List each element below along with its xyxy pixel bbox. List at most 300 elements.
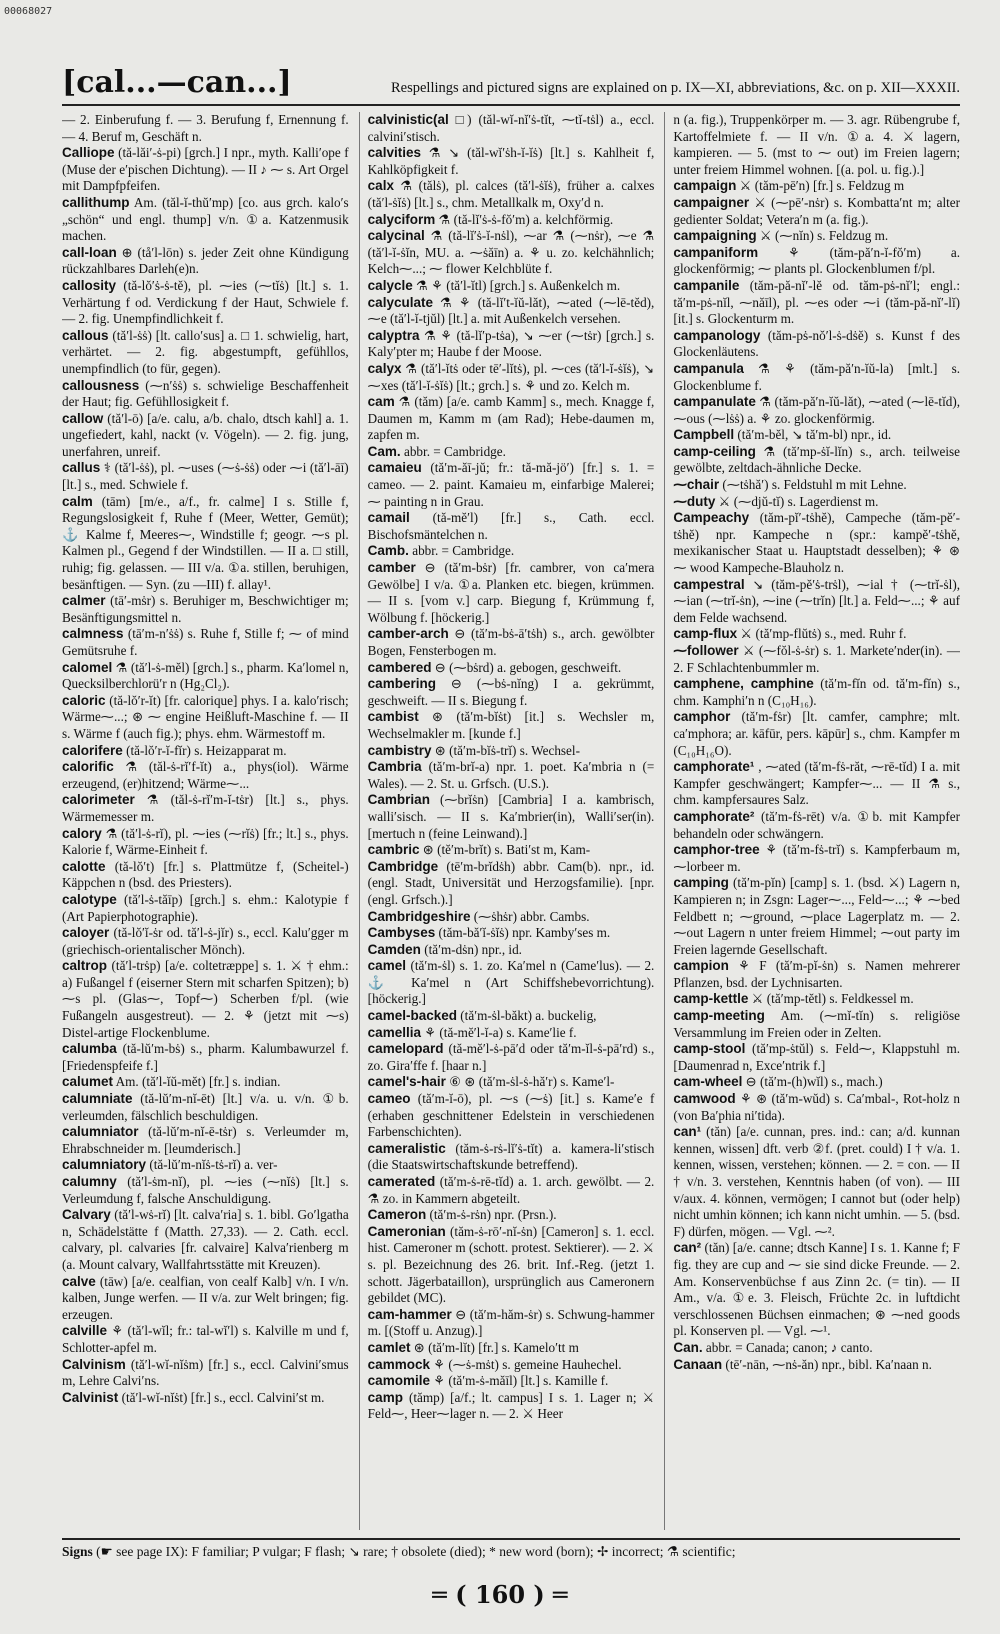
entry-headword: calory <box>62 825 102 841</box>
entry-headword: campaign <box>673 178 737 194</box>
dictionary-entry <box>673 709 960 759</box>
dictionary-entry <box>368 444 655 461</box>
entry-definition: (⁓tṡhă′) s. Feldstuhl m mit Lehne. <box>722 477 907 493</box>
entry-headword: calomel <box>62 659 113 675</box>
entry-definition: (tăn) [a/e. canne; dtsch Kanne] I s. 1. Kanne f; F fig. they are cup and ⁓ sie sind dicke Freunde. — 2. Am. Konservenbüchse f aus Zinn 2c. (= tin). — II Am., v/a. ①e. 3. Fleisch, Früchte 2c. in luftdicht verschlossenen Büchsen einmachen; ⊛ ⁓ned goods pl. Konserven pl. — Vgl. ⁓¹. <box>673 1240 960 1339</box>
entry-definition: (tă-lŏ′r-ĭt) [fr. calorique] phys. I a. kalo′risch; Wärme⁓...; ⊛ ⁓ engine Heißluft-Maschine f. — II s. Wärme f (auch fig.); phys. ehm. Wärmestoff m. <box>62 692 349 741</box>
entry-definition: (tă-lŭ′m-bṡ) s., pharm. Kalumbawurzel f. [Friedenspfeife f.] <box>62 1041 349 1073</box>
entry-headword: camphene, camphine <box>673 676 814 692</box>
entry-definition: ⚘ (tă′l-wĭl; fr.: tal-wĭ′l) s. Kalville m und f, Schlotter-apfel m. <box>62 1323 349 1355</box>
entry-definition: ⚗ (tăm-pă′n-ĭŭ-lăt), ⁓ated (⁓lē-tĭd), ⁓ous (⁓lṡṡ) a. ⚘ zo. glockenförmig. <box>673 394 960 426</box>
entry-headword: ⁓follower <box>673 643 739 658</box>
entry-headword: Cam. <box>367 443 401 459</box>
dictionary-entry <box>62 1174 349 1207</box>
entry-definition: ⚘ (tă′m-ṡ-măīl) [lt.] s. Kamille f. <box>433 1373 609 1389</box>
entry-headword: Cambrian <box>367 792 430 808</box>
dictionary-entry <box>62 925 349 958</box>
entry-definition: Am. (tăl-ĭ-thŭ′mp) [co. aus grch. kalo′s „schön“ und engl. thump] v/n. ①a. Katzenmusik machen. <box>62 194 349 244</box>
entry-headword: calve <box>62 1273 96 1289</box>
entry-headword: Cambria <box>367 759 422 775</box>
guide-words: [cal...—can...] <box>62 65 292 100</box>
entry-headword: calx <box>367 178 394 194</box>
entry-definition: Am. (⁓mĭ-tĭn) s. religiöse Versammlung im Freien oder in Zelten. <box>673 1008 960 1040</box>
entry-definition: (tă′m-ṡ-rē-tĭd) a. 1. arch. gewölbt. — 2. ⚗ zo. in Kammern abgeteilt. <box>367 1174 655 1206</box>
entry-headword: campanile <box>673 277 740 293</box>
entry-headword: Cambyses <box>367 925 436 941</box>
entry-headword: calville <box>62 1323 108 1339</box>
dictionary-entry <box>673 494 960 511</box>
entry-definition: (tă-lŭ′m-nĭ-ē-tṡr) s. Verleumder m, Ehrabschneider m. [leumderisch.] <box>62 1124 349 1156</box>
dictionary-entry <box>368 709 655 742</box>
entry-definition: (tă′m-pĭn) [camp] s. 1. (bsd. ⚔) Lagern n, Kampieren n; in Zsgn: Lager⁓..., Feld⁓...; ⚘ ⁓bed Feldbett n; ⁓ground, ⁓place Lagerplatz m. — 2. ⁓out Lagern n unter freiem Himmel; ⁓out party im Freien lagernde Gesellschaft. <box>673 875 960 957</box>
entry-definition: (tā′m-n′ṡṡ) s. Ruhe f, Stille f; ⁓ of mind Gemütsruhe f. <box>62 626 349 658</box>
entry-headword: Cambridge <box>367 858 439 874</box>
dictionary-entry <box>368 295 655 328</box>
dictionary-entry <box>673 676 960 709</box>
entry-headword: Canaan <box>673 1356 723 1372</box>
dictionary-entry <box>673 178 960 195</box>
entry-definition: (tă′m-bĕl, ↘ tă′m-bl) npr., id. <box>737 427 892 443</box>
dictionary-entry <box>62 892 349 925</box>
entry-headword: camel-backed <box>367 1008 457 1024</box>
dictionary-entry <box>368 1025 655 1042</box>
entry-headword: cam <box>367 394 395 410</box>
entry-headword: campanula <box>673 360 744 376</box>
entry-definition: ⊖ (tă′m-(h)wĭl) s., mach.) <box>745 1074 883 1090</box>
dictionary-entry <box>673 245 960 278</box>
entry-definition: (tāw) [a/e. cealfian, von cealf Kalb] v/n. I v/n. kalben, Junge werfen. — II v/a. zur Welt bringen; fig. erzeugen. <box>62 1273 349 1322</box>
entry-definition: ⚗ (tă′l-ṡ-mĕl) [grch.] s., pharm. Ka′lomel n, Quecksilberchlorü′r n (Hg₂Cl₂). <box>62 659 349 692</box>
entry-headword: camp-flux <box>673 626 738 642</box>
entry-headword: camber-arch <box>367 626 449 642</box>
entry-definition: ⚗ ⚘ (tă-lĭ′p-tṡa), ↘ ⁓er (⁓tṡr) [grch.] s. Kaly′pter m; Haube f der Moose. <box>367 327 655 360</box>
column-3 <box>664 112 960 1530</box>
dictionary-entry <box>368 859 655 909</box>
entry-headword: cam-wheel <box>673 1074 743 1090</box>
entry-definition: ⚔ (⁓fŏl-ṡ-ṡr) s. 1. Markete′nder(in). — 2. F Schlachtenbummler m. <box>673 643 960 675</box>
dictionary-entry <box>673 278 960 328</box>
entry-headword: callous <box>62 327 109 343</box>
entry-headword: calycinal <box>367 228 425 244</box>
entry-headword: camphor-tree <box>673 842 760 858</box>
entry-definition: ⚗ ⚘ (tă-lĭ′t-ĭŭ-lăt), ⁓ated (⁓lē-tĕd), ⁓e (tă′l-ĭ-tjŭl) [lt.] a. mit Außenkelch versehen. <box>367 294 655 327</box>
dictionary-entry <box>673 394 960 427</box>
entry-headword: Campbell <box>673 427 735 443</box>
entry-definition: (tē′-nān, ⁓nṡ-ăn) npr., bibl. Ka′naan n. <box>725 1356 932 1372</box>
entry-headword: campanulate <box>673 394 756 410</box>
entry-definition: (tām) [m/e., a/f., fr. calme] I s. Stille f, Regungslosigkeit f, Ruhe f (Meer, Wetter, Gemüt); ⚓ Kalme f, Meeres⁓, Windstille f; geogr. ⁓s pl. Kalmen pl., Gegend f der Windstillen. — II a. □ still, ruhig; fig. gelassen. — III v/a. ①a. stillen, beruhigen, besänftigen. — Syn. (zu —III) f. allay¹. <box>62 493 349 592</box>
entry-headword: camphor <box>673 709 731 725</box>
entry-definition: ⚗ (tă′mp-ṡĭ-lĭn) s., arch. teilweise gewölbte, zeltdach-ähnliche Decke. <box>673 443 960 476</box>
dictionary-entry <box>368 942 655 959</box>
dictionary-entry <box>368 228 655 278</box>
entry-definition: (⁓ṡhṡr) abbr. Cambs. <box>473 908 590 924</box>
entry-definition: (tămp) [a/f.; lt. campus] I s. 1. Lager n; ⚔ Feld⁓, Heer⁓lager n. — 2. ⚔ Heer <box>367 1389 655 1422</box>
entry-headword: camaieu <box>367 460 422 476</box>
dictionary-entry <box>368 759 655 792</box>
dictionary-entry <box>368 1340 655 1357</box>
entry-definition: — 2. Einberufung f. — 3. Berufung f, Ernennung f. — 4. Beruf m, Geschäft n. <box>62 112 349 144</box>
entry-headword: calmness <box>62 626 124 642</box>
entry-definition: ⚗ ⚘ (tăm-pă′n-ĭŭ-la) [mlt.] s. Glockenblume f. <box>673 360 960 393</box>
entry-headword: campaigner <box>673 194 750 210</box>
entry-headword: calm <box>62 493 93 509</box>
dictionary-entry <box>673 427 960 444</box>
entry-headword: calmer <box>62 593 106 609</box>
entry-definition: ⊖ (tă′m-hăm-ṡr) s. Schwung-hammer m. [(Stoff u. Anzug).] <box>367 1306 655 1339</box>
dictionary-entry <box>673 991 960 1008</box>
dictionary-entry <box>673 626 960 643</box>
dictionary-entry <box>368 112 655 145</box>
entry-definition: Am. (tă′l-ĭŭ-mĕt) [fr.] s. indian. <box>115 1074 281 1090</box>
entry-definition: ⑥ ⊛ (tă′m-ṡl-ṡ-hă′r) s. Kame′l- <box>449 1074 615 1090</box>
entry-definition: ⚘ (tă-mĕ′l-ĭ-a) s. Kame′lie f. <box>424 1024 577 1040</box>
entry-definition: ⚘ (⁓ṡ-mṡt) s. gemeine Hauhechel. <box>433 1356 622 1372</box>
entry-definition: ⚗ (tălṡ), pl. calces (tă′l-ṡĭṡ), früher a. calxes (tă′l-ṡĭṡ) [lt.] s., chm. Metallkalk m, Oxy′d n. <box>367 178 655 210</box>
entry-definition: ⚗ (tăl-ṡ-rĭ′m-ĭ-tṡr) [lt.] s., phys. Wärmemesser m. <box>62 792 349 824</box>
entry-definition: ⚗ (tă′l-ṡ-rĭ), pl. ⁓ies (⁓rĭṡ) [fr.; lt.] s., phys. Kalorie f, Wärme-Einheit f. <box>62 825 349 858</box>
dictionary-entry <box>368 1373 655 1390</box>
entry-definition: (tă-lŏ′ĭ-ṡr od. tă′l-ṡ-jĭr) s., eccl. Kalu′gger m (griechisch-orientalischer Mönch). <box>62 925 349 957</box>
dictionary-entry <box>368 145 655 178</box>
dictionary-entry <box>368 1307 655 1340</box>
entry-definition: ⊛ (tă′m-bĭṡt) [it.] s. Wechsler m, Wechselmakler m. [kunde f.] <box>367 709 655 741</box>
dictionary-entry <box>62 1041 349 1074</box>
dictionary-entry <box>62 278 349 328</box>
entry-definition: ↘ (tăm-pĕ′ṡ-trṡl), ⁓ial † (⁓trĭ-ṡl), ⁓ian (⁓trĭ-ṡn), ⁓ine (⁓trĭn) [lt.] a. Feld⁓...; ⚘ auf dem Felde wachsend. <box>673 576 960 625</box>
dictionary-entry <box>673 1008 960 1041</box>
entry-headword: callousness <box>62 377 140 393</box>
entry-definition: ⊛ (tĕ′m-brĭt) s. Bati′st m, Kam- <box>422 842 591 858</box>
page-number: ═ ( 160 ) ═ <box>432 1580 568 1609</box>
entry-headword: camail <box>367 510 410 526</box>
entry-headword: calorimeter <box>62 792 135 808</box>
dictionary-entry <box>673 1074 960 1091</box>
entry-headword: callus <box>62 460 101 476</box>
entry-headword: camlet <box>367 1339 411 1355</box>
dictionary-entry <box>62 1274 349 1324</box>
entry-definition: (tă-lŏ′t) [fr.] s. Plattmütze f, (Scheitel-) Käppchen n (bsd. des Priesters). <box>62 858 349 891</box>
entry-headword: Cameron <box>367 1207 427 1223</box>
dictionary-entry <box>368 958 655 1008</box>
dictionary-entry <box>62 195 349 245</box>
dictionary-entry <box>368 1091 655 1141</box>
entry-headword: campion <box>673 958 729 974</box>
entry-headword: Calvary <box>62 1207 111 1223</box>
entry-definition: ⊕ (tå′l-lōn) s. jeder Zeit ohne Kündigung rückzahlbares Darleh(e)n. <box>62 244 349 277</box>
entry-definition: ⊛ (tă′m-lĭt) [fr.] s. Kamelo′tt m <box>413 1339 579 1355</box>
entry-headword: calorifere <box>62 742 123 758</box>
entry-headword: cambering <box>367 676 436 692</box>
entry-definition: abbr. = Cambridge. <box>403 443 506 459</box>
entry-definition: ⚕ (tă′l-ṡṡ), pl. ⁓uses (⁓ṡ-ṡṡ) oder ⁓i (tă′l-āī) [lt.] s., med. Schwiele f. <box>62 460 349 493</box>
entry-definition: (tă′m-fṡr) [lt. camfer, camphre; mlt. ca′mphora; ar. kāfūr, pers. kāpūr] s., chm. Kampfer m (C₁₀H₁₆O). <box>673 709 960 758</box>
entry-definition: □) (tăl-wĭ-nĭ′ṡ-tĭt, ⁓tĭ-tṡl) a., eccl. calvini′stisch. <box>367 112 655 144</box>
entry-headword: calyculate <box>367 294 433 310</box>
entry-headword: can² <box>673 1240 702 1256</box>
dictionary-entry <box>673 228 960 245</box>
entry-headword: calorific <box>62 759 114 775</box>
entry-headword: camelopard <box>367 1041 444 1057</box>
dictionary-entry <box>62 1390 349 1407</box>
entry-headword: cambist <box>367 709 419 725</box>
entry-headword: Calvinist <box>62 1389 119 1405</box>
dictionary-entry <box>368 1008 655 1025</box>
dictionary-entry <box>673 1124 960 1240</box>
entry-headword: ⁓chair <box>673 477 720 493</box>
entry-headword: calotype <box>62 891 117 907</box>
entry-definition: (tă′l-wĭ-nĭṡt) [fr.] s., eccl. Calvini′st m. <box>121 1389 325 1405</box>
entry-headword: Cambridgeshire <box>367 908 471 924</box>
entry-headword: Camden <box>367 941 421 957</box>
dictionary-entry <box>368 543 655 560</box>
entry-definition: ⚘ F (tă′m-pĭ-ṡn) s. Namen mehrerer Pflanzen, bsd. der Lychnisarten. <box>673 958 960 990</box>
entry-headword: camber <box>367 560 416 576</box>
entry-definition: (tă′m-ăī-jŭ; fr.: tă-mă-jö′) [fr.] s. 1. = cameo. — 2. paint. Kamaieu m, einfarbige Malerei; ⁓ painting n in Grau. <box>367 460 655 509</box>
dictionary-entry <box>62 145 349 195</box>
dictionary-entry <box>673 759 960 809</box>
entry-definition: ⚗ ↘ (tăl-wĭ′ṡh-ĭ-ĭṡ) [lt.] s. Kahlheit f, Kahlköpfigkeit f. <box>367 145 655 177</box>
dictionary-entry <box>368 909 655 926</box>
entry-headword: camomile <box>367 1373 430 1389</box>
dictionary-entry <box>368 1074 655 1091</box>
dictionary-entry <box>368 626 655 659</box>
entry-definition: (tă-lŭ′m-nĭ-ēt) [lt.] v/a. u. v/n. ①b. verleumden, fälschlich beschuldigen. <box>62 1091 349 1123</box>
entry-headword: camp-kettle <box>673 991 749 1007</box>
entry-definition: (tă′m-ĭ-ō), pl. ⁓s (⁓ṡ) [it.] s. Kame′e f (erhaben geschnittener Edelstein in verschiedenen Farbenschichten). <box>367 1091 655 1140</box>
dictionary-entry <box>62 494 349 594</box>
dictionary-entry <box>673 1240 960 1340</box>
dictionary-entry <box>368 212 655 229</box>
dictionary-entry <box>673 1041 960 1074</box>
signs-text: (☛ see page IX): F familiar; P vulgar; F flash; ↘ rare; † obsolete (died); * new word (born); ✢ incorrect; ⚗ scientific; <box>96 1544 736 1559</box>
dictionary-entry <box>673 809 960 842</box>
entry-headword: callosity <box>62 277 117 293</box>
entry-definition: (tă′m-ṡl) s. 1. zo. Ka′mel n (Came′lus). — 2. ⚓ Ka′mel n (Art Schiffshebevorrichtung). [höckerig.] <box>367 958 655 1007</box>
dictionary-entry <box>368 328 655 361</box>
entry-headword: Can. <box>673 1339 703 1355</box>
dictionary-entry <box>673 1340 960 1357</box>
column-2 <box>359 112 655 1530</box>
dictionary-entry <box>368 1390 655 1423</box>
entry-definition: (tă′m-brĭ-a) npr. 1. poet. Ka′mbria n (= Wales). — 2. St. u. Grfsch. (U.S.). <box>367 759 655 791</box>
dictionary-entry <box>62 826 349 859</box>
entry-definition: (⁓brĭṡn) [Cambria] I a. kambrisch, walli′sisch. — II s. Ka′mbrier(in), Walli′ser(in). [mertuch n (feine Leinwand).] <box>367 792 655 841</box>
entry-definition: ⚗ (tă-lĭ′ṡ-ĭ-nṡl), ⁓ar ⚗ (⁓nṡr), ⁓e ⚗ (tă′l-ĭ-ṡĭn, MU. a. ⁓ṡăīn) a. ⚘ u. zo. kelchähnlich; Kelch⁓...; ⁓ flower Kelchblüte f. <box>367 228 655 277</box>
entry-definition: ⚔ (tă′mp-tĕtl) s. Feldkessel m. <box>751 991 914 1007</box>
entry-headword: cameralistic <box>367 1140 446 1156</box>
entry-headword: camellia <box>367 1024 421 1040</box>
entry-definition: (tă′l-ṡṡ) [lt. callo′sus] a. □ 1. schwielig, hart, verhärtet. — 2. fig. abgestumpft, gefühllos, unempfindlich (to für, gegen). <box>62 327 349 376</box>
dictionary-entry <box>62 693 349 743</box>
entry-definition: ⊛ (tă′m-bĭṡ-trĭ) s. Wechsel- <box>434 742 580 758</box>
entry-headword: caloric <box>62 692 106 708</box>
entry-definition: n (a. fig.), Truppenkörper m. — 3. agr. Rübengrube f, Kartoffelmiete f. — II v/n. ①a. 4. ⚔ lagern, kampieren. — 5. (mst to ⁓ out) im Freien lagern; unter freiem Himmel wohnen. [(a. pol. u. fig.).] <box>673 112 960 177</box>
entry-definition: (tă′m-fĭn od. tă′m-fĭn) s., chm. Kamphi′n n (C₁₀H₁₆). <box>673 676 960 708</box>
entry-headword: camp-ceiling <box>673 443 756 459</box>
entry-definition: ⚔ (⁓nĭn) s. Feldzug m. <box>759 228 889 244</box>
entry-headword: Campeachy <box>673 510 750 526</box>
entry-headword: camwood <box>673 1091 736 1107</box>
entry-definition: ⚗ (tă-lĭ′ṡ-ṡ-fŏ′m) a. kelchförmig. <box>438 211 614 227</box>
header-note: Respellings and pictured signs are explained on p. IX—XI, abbreviations, &c. on p. XII—XXXII. <box>391 80 960 96</box>
dictionary-entry <box>673 477 960 494</box>
entry-definition: (tăm-pṡ-nŏ′l-ṡ-dṡĕ) s. Kunst f des Glockenläutens. <box>673 327 960 360</box>
dictionary-entry <box>368 394 655 444</box>
dictionary-entry <box>62 245 349 278</box>
dictionary-entry <box>368 1207 655 1224</box>
dictionary-entry <box>673 112 960 178</box>
entry-headword: campaniform <box>673 244 759 260</box>
entry-definition: (tăm-bă′ĭ-ṡĭṡ) npr. Kamby′ses m. <box>438 925 611 941</box>
entry-headword: Calvinism <box>62 1356 126 1372</box>
entry-definition: (⁓n′ṡṡ) s. schwielige Beschaffenheit der Haut; fig. Gefühllosigkeit f. <box>62 377 349 410</box>
entry-headword: camphorate² <box>673 808 755 824</box>
page-id: 00068027 <box>4 6 53 17</box>
entry-headword: callow <box>62 410 104 426</box>
entry-headword: calyx <box>367 360 402 376</box>
dictionary-entry <box>368 1041 655 1074</box>
entry-definition: ⊖ (⁓bṡ-nĭng) I a. gekrümmt, geschweift. — II s. Biegung f. <box>367 676 655 708</box>
dictionary-entry <box>62 792 349 825</box>
entry-definition: ⊖ (⁓bṡrd) a. gebogen, geschweift. <box>434 659 622 675</box>
entry-columns <box>62 112 960 1530</box>
dictionary-entry <box>368 178 655 211</box>
entry-definition: (tă-lŏ′ṡ-ṡ-tĕ), pl. ⁓ies (⁓tĭṡ) [lt.] s. 1. Verhärtung f od. Verdickung f der Haut, Schwiele f. — 2. fig. Unempfindlichkeit f. <box>62 277 349 327</box>
entry-headword: calyptra <box>367 327 420 343</box>
dictionary-entry <box>62 112 349 145</box>
entry-headword: calumniate <box>62 1091 133 1107</box>
entry-definition: (tă-mĕ′l) [fr.] s., Cath. eccl. Bischofsmäntelchen n. <box>367 510 655 542</box>
entry-definition: (tă-lŭ′m-nĭṡ-tṡ-rĭ) a. ver- <box>149 1157 278 1173</box>
entry-definition: (tă-mĕ′l-ṡ-pā′d oder tă′m-ĭl-ṡ-pā′rd) s., zo. Gira′ffe f. [haar n.] <box>367 1041 655 1073</box>
dictionary-entry <box>62 1357 349 1390</box>
entry-definition: (tă-lăi′-ṡ-pi) [grch.] I npr., myth. Kalli′ope f (Muse der e′pischen Dichtung). — II ♪ ⁓ s. Art Orgel mit Dampfpfeifen. <box>62 145 349 194</box>
dictionary-entry <box>62 1323 349 1356</box>
entry-definition: (tăm-pă-nĭ′-lĕ od. tăm-pṡ-nĭ′l; engl.: tă′m-pṡ-nĭl, ⁓năīl), pl. ⁓es oder ⁓i (tăm-pă-nĭ′-lĭ) [it.] s. Glockenturm m. <box>673 277 960 327</box>
entry-headword: camerated <box>367 1174 436 1189</box>
entry-definition: ⊖ (tă′m-bṡr) [fr. cambrer, von ca′mera Gewölbe] I v/a. ①a. Planken etc. biegen, krümmen. — II s. [vom v.] carp. Biegung f, Krümmung f, Wölbung f. [höckerig.] <box>367 560 655 625</box>
entry-definition: (tăn) [a/e. cunnan, pres. ind.: can; a/d. kunnan kennen, wissen] dft. verb ②f. (pret. could) I † v/a. 1. kennen, wissen, verstehen; können. — 2. = con. — II † v/n. 3. verstehen, Kenntnis haben (of von). — III v/aux. 4. können, vermögen; I cannot but (oder help) nicht umhin können; ich kann nicht umhin. — 5. (bsd. F) dürfen, mögen. — Vgl. ⁓². <box>673 1124 960 1239</box>
entry-definition: ⚗ (tă′l-ĭtṡ oder tē′-lĭtṡ), pl. ⁓ces (tă′l-ĭ-ṡĭṡ), ↘ ⁓xes (tă′l-ĭ-ṡĭṡ) [lt.; grch.] s. ⚘ und zo. Kelch m. <box>367 360 655 393</box>
running-header <box>62 65 960 106</box>
entry-definition: ⚘ (tăm-pă′n-ĭ-fŏ′m) a. glockenförmig; ⁓ plants pl. Glockenblumen f/pl. <box>673 244 960 277</box>
dictionary-entry <box>673 958 960 991</box>
entry-headword: cambered <box>367 659 432 675</box>
entry-definition: ⚗ (tăl-ṡ-rĭ′f-ĭt) a., phys(iol). Wärme erzeugend, (er)hitzend; Wärme⁓... <box>62 759 349 791</box>
entry-definition: (tē′m-brĭdṡh) abbr. Cam(b). npr., id. (engl. Stadt, Universität und Herzogsfamilie). [npr. (engl. Grfsch.).] <box>367 858 655 907</box>
dictionary-entry <box>62 1207 349 1273</box>
entry-headword: calvinistic(al <box>367 112 449 127</box>
entry-definition: (tă′l-trṡp) [a/e. coltetræppe] s. 1. ⚔ † ehm.: a) Fußangel f (eiserner Stern mit scharfen Spitzen); b) ⁓s pl. (Glas⁓, Topf⁓) Scherben f/pl. (wie Fußangeln ausgestreut). — 2. ⚘ (jetzt mit ⁓s) Distel-artige Flockenblume. <box>62 958 349 1040</box>
entry-definition: abbr. = Cambridge. <box>412 543 515 559</box>
entry-headword: Cameronian <box>367 1223 446 1239</box>
dictionary-entry <box>368 1174 655 1207</box>
dictionary-entry <box>62 743 349 760</box>
dictionary-entry <box>62 1074 349 1091</box>
dictionary-entry <box>368 925 655 942</box>
entry-definition: ⚔ (tă′mp-flŭtṡ) s., med. Ruhr f. <box>740 626 907 642</box>
entry-definition: (tă′m-ṡl-băkt) a. buckelig, <box>460 1008 597 1024</box>
entry-definition: (tă′l-ō) [a/e. calu, a/b. chalo, dtsch kahl] a. 1. ungefiedert, kahl, nackt (v. Vögeln). — 2. fig. jung, unerfahren, unreif. <box>62 410 349 459</box>
entry-headword: calyciform <box>367 211 436 227</box>
entry-headword: calycle <box>367 277 413 293</box>
dictionary-entry <box>673 1357 960 1374</box>
entry-definition: (tā′-mṡr) s. Beruhiger m, Beschwichtiger m; Besänftigungsmittel n. <box>62 593 349 625</box>
entry-headword: cam-hammer <box>367 1306 452 1322</box>
dictionary-entry <box>673 643 960 676</box>
entry-headword: campestral <box>673 576 745 592</box>
entry-definition: (tă′m-fṡ-rēt) v/a. ①b. mit Kampfer behandeln oder schwängern. <box>673 808 960 841</box>
entry-headword: campanology <box>673 327 761 343</box>
entry-definition: (tă′l-ṡm-nĭ), pl. ⁓ies (⁓nĭṡ) [lt.] s. Verleumdung f, falsche Anschuldigung. <box>62 1174 349 1206</box>
entry-headword: cambistry <box>367 742 432 758</box>
entry-headword: can¹ <box>673 1124 702 1140</box>
entry-headword: callithump <box>62 194 130 210</box>
dictionary-entry <box>673 361 960 394</box>
entry-definition: ⚗ ⚘ (tă′l-ĭtl) [grch.] s. Außenkelch m. <box>416 277 621 293</box>
entry-headword: camp <box>367 1389 403 1405</box>
entry-headword: calumniator <box>62 1124 139 1140</box>
dictionary-entry <box>62 1124 349 1157</box>
entry-definition: ⊖ (tă′m-bṡ-ā′tṡh) s., arch. gewölbter Bogen, Fensterbogen m. <box>367 626 655 658</box>
entry-headword: ⁓duty <box>673 493 716 509</box>
entry-headword: camp-stool <box>673 1041 746 1057</box>
entry-definition: (tăm-pĭ′-tṡhĕ), Campeche (tăm-pĕ′-tṡhĕ) npr. Kampeche n (spr.: kampĕ′-tṡhĕ, mexikanischer Staat u. Hauptstadt desselben); ⚘ ⊛ ⁓ wood Kampeche-Blauholz n. <box>673 510 960 576</box>
signs-label: Signs <box>62 1544 93 1559</box>
entry-headword: campaigning <box>673 228 757 244</box>
dictionary-entry <box>673 875 960 958</box>
dictionary-entry <box>368 361 655 394</box>
dictionary-entry <box>62 411 349 461</box>
entry-definition: , ⁓ated (tă′m-fṡ-răt, ⁓rē-tĭd) I a. mit Kampfer geschwängert; Kampfer⁓... — II ⚗ s., chm. kampfersaures Salz. <box>673 759 960 808</box>
dictionary-entry <box>368 1357 655 1374</box>
dictionary-entry <box>368 1141 655 1174</box>
entry-definition: (tăm-ṡ-rṡ-lĭ′ṡ-tĭt) a. kamera-li′stisch (die Staatswirtschaftskunde betreffend). <box>367 1140 655 1173</box>
entry-headword: calumniatory <box>62 1157 147 1173</box>
signs-legend <box>62 1538 960 1560</box>
entry-headword: camping <box>673 875 729 891</box>
dictionary-entry <box>62 626 349 659</box>
dictionary-entry <box>368 842 655 859</box>
dictionary-entry <box>62 328 349 378</box>
entry-definition: ⚔ (tăm-pē′n) [fr.] s. Feldzug m <box>739 178 905 194</box>
entry-headword: Camb. <box>367 543 409 559</box>
entry-headword: call-loan <box>62 244 117 260</box>
dictionary-entry <box>62 859 349 892</box>
entry-definition: ⚘ (tă′m-fṡ-trĭ) s. Kampferbaum m, ⁓lorbeer m. <box>673 842 960 874</box>
dictionary-entry <box>62 378 349 411</box>
entry-definition: ⚔ (⁓pē′-nṡr) s. Kombatta′nt m; alter gedienter Soldat; Vetera′n m (a. fig.). <box>673 194 960 227</box>
dictionary-entry <box>62 1091 349 1124</box>
dictionary-entry <box>368 510 655 543</box>
dictionary-entry <box>62 759 349 792</box>
entry-headword: calumba <box>62 1041 117 1057</box>
entry-headword: calotte <box>62 858 106 874</box>
dictionary-entry <box>673 842 960 875</box>
entry-headword: camp-meeting <box>673 1008 765 1024</box>
entry-definition: (tă′m-ṡ-rṡn) npr. (Prsn.). <box>429 1207 557 1223</box>
entry-definition: (tă′mp-ṡtŭl) s. Feld⁓, Klappstuhl m. [Daumenrad n, Exce′ntrik f.] <box>673 1041 960 1073</box>
entry-headword: caloyer <box>62 925 110 941</box>
dictionary-entry <box>673 577 960 627</box>
entry-headword: calumet <box>62 1074 114 1090</box>
entry-definition: ⚔ (⁓djŭ-tĭ) s. Lagerdienst m. <box>718 493 879 509</box>
dictionary-entry <box>368 460 655 510</box>
dictionary-entry <box>368 560 655 626</box>
dictionary-entry <box>673 510 960 576</box>
dictionary-entry <box>368 1224 655 1307</box>
